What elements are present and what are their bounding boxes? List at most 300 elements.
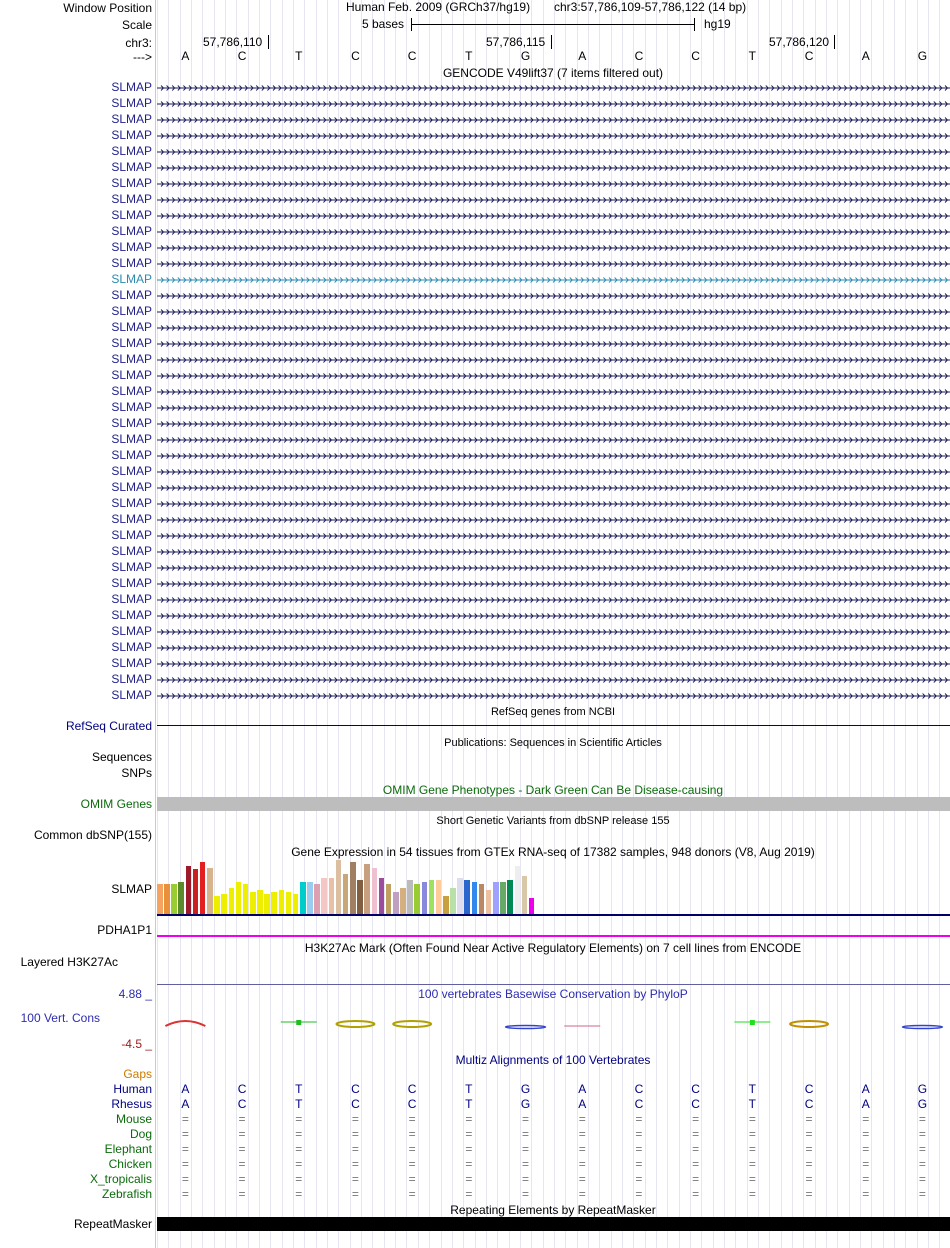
gtex-pdha1p1-label[interactable]: PDHA1P1 bbox=[97, 923, 152, 937]
multiz-double-line: = bbox=[351, 1127, 359, 1141]
multiz-human-base: C bbox=[351, 1082, 360, 1096]
gencode-gene-label[interactable]: SLMAP bbox=[111, 336, 152, 350]
multiz-double-line: = bbox=[295, 1172, 303, 1186]
gtex-tissue-bar[interactable] bbox=[400, 888, 406, 914]
multiz-double-line: = bbox=[578, 1127, 586, 1141]
gencode-transcript-line[interactable] bbox=[157, 420, 950, 428]
scale-bar bbox=[411, 24, 695, 25]
multiz-double-line: = bbox=[522, 1142, 530, 1156]
multiz-double-line: = bbox=[692, 1127, 700, 1141]
gencode-transcript-line[interactable] bbox=[157, 164, 950, 172]
gtex-tissue-bar[interactable] bbox=[200, 862, 206, 914]
multiz-double-line: = bbox=[635, 1142, 643, 1156]
gtex-tissue-bar[interactable] bbox=[286, 892, 292, 914]
gtex-tissue-bar[interactable] bbox=[178, 882, 184, 914]
multiz-double-line: = bbox=[408, 1127, 416, 1141]
multiz-species-label[interactable]: Chicken bbox=[108, 1157, 152, 1171]
multiz-double-line: = bbox=[578, 1112, 586, 1126]
multiz-double-line: = bbox=[805, 1157, 813, 1171]
gtex-tissue-bar[interactable] bbox=[314, 884, 320, 914]
multiz-double-line: = bbox=[635, 1112, 643, 1126]
gencode-transcript-line[interactable] bbox=[157, 388, 950, 396]
gtex-tissue-bar[interactable] bbox=[443, 896, 449, 914]
gencode-track-title[interactable]: GENCODE V49lift37 (7 items filtered out) bbox=[442, 66, 664, 80]
gencode-transcript-line[interactable] bbox=[157, 676, 950, 684]
coord-tick-2 bbox=[551, 35, 552, 49]
multiz-double-line: = bbox=[351, 1172, 359, 1186]
multiz-human-base: A bbox=[578, 1082, 587, 1096]
gencode-gene-label[interactable]: SLMAP bbox=[111, 464, 152, 478]
multiz-double-line: = bbox=[465, 1142, 473, 1156]
multiz-rhesus-base: T bbox=[465, 1097, 473, 1111]
omim-track-label[interactable]: OMIM Genes bbox=[80, 797, 152, 811]
gencode-gene-label[interactable]: SLMAP bbox=[111, 576, 152, 590]
refseq-track-label[interactable]: RefSeq Curated bbox=[65, 719, 152, 733]
repeatmasker-track-label[interactable]: RepeatMasker bbox=[73, 1217, 152, 1231]
db-name: hg19 bbox=[704, 17, 731, 31]
multiz-human-base: C bbox=[407, 1082, 417, 1096]
multiz-double-line: = bbox=[295, 1127, 303, 1141]
scale-label: Scale bbox=[121, 18, 152, 32]
gtex-tissue-bar[interactable] bbox=[464, 880, 470, 914]
gencode-gene-label[interactable]: SLMAP bbox=[111, 256, 152, 270]
cons-max-label: 4.88 _ bbox=[118, 987, 152, 1001]
multiz-double-line: = bbox=[295, 1157, 303, 1171]
refseq-gene-line[interactable] bbox=[157, 725, 950, 726]
multiz-rhesus-base: C bbox=[634, 1097, 644, 1111]
multiz-double-line: = bbox=[295, 1142, 303, 1156]
gencode-transcript-line[interactable] bbox=[157, 212, 950, 220]
gencode-transcript-line[interactable] bbox=[157, 596, 950, 604]
gtex-tissue-bar[interactable] bbox=[157, 884, 163, 914]
gencode-gene-label[interactable]: SLMAP bbox=[111, 688, 152, 702]
gencode-transcript-line[interactable] bbox=[157, 276, 950, 284]
multiz-double-line: = bbox=[238, 1127, 246, 1141]
sequence-base: C bbox=[634, 49, 644, 63]
publications-track-title[interactable]: Publications: Sequences in Scientific Articles bbox=[444, 737, 662, 749]
multiz-double-line: = bbox=[351, 1187, 359, 1201]
multiz-double-line: = bbox=[522, 1112, 530, 1126]
gencode-gene-label[interactable]: SLMAP bbox=[111, 672, 152, 686]
gencode-transcript-line[interactable] bbox=[157, 628, 950, 636]
gencode-transcript-line[interactable] bbox=[157, 580, 950, 588]
multiz-rhesus-base: C bbox=[237, 1097, 247, 1111]
cons-score-mark[interactable] bbox=[281, 1020, 317, 1025]
multiz-double-line: = bbox=[465, 1112, 473, 1126]
coord-tick-1 bbox=[268, 35, 269, 49]
gtex-tissue-bar[interactable] bbox=[429, 880, 435, 914]
multiz-double-line: = bbox=[578, 1172, 586, 1186]
gencode-transcript-line[interactable] bbox=[157, 308, 950, 316]
multiz-double-line: = bbox=[918, 1157, 926, 1171]
gencode-transcript-line[interactable] bbox=[157, 516, 950, 524]
gtex-tissue-bar[interactable] bbox=[407, 880, 413, 914]
cons-score-mark[interactable] bbox=[790, 1021, 828, 1027]
gencode-transcript-line[interactable] bbox=[157, 260, 950, 268]
coord-tick-3 bbox=[834, 35, 835, 49]
gtex-tissue-bar[interactable] bbox=[250, 892, 256, 914]
gencode-transcript-line[interactable] bbox=[157, 452, 950, 460]
gtex-tissue-bar[interactable] bbox=[164, 884, 170, 914]
gencode-gene-label[interactable]: SLMAP bbox=[111, 448, 152, 462]
multiz-double-line: = bbox=[692, 1187, 700, 1201]
gencode-gene-label[interactable]: SLMAP bbox=[111, 368, 152, 382]
multiz-rhesus-base: C bbox=[691, 1097, 700, 1111]
gencode-gene-label[interactable]: SLMAP bbox=[111, 496, 152, 510]
gtex-tissue-bar[interactable] bbox=[307, 882, 313, 914]
multiz-human-base: A bbox=[181, 1082, 190, 1096]
cons-score-mark[interactable] bbox=[165, 1021, 205, 1026]
gtex-tissue-bar[interactable] bbox=[350, 862, 356, 914]
gencode-transcript-line[interactable] bbox=[157, 548, 950, 556]
multiz-human-base: C bbox=[634, 1082, 644, 1096]
gencode-transcript-line[interactable] bbox=[157, 692, 950, 700]
multiz-double-line: = bbox=[295, 1187, 303, 1201]
multiz-double-line: = bbox=[351, 1157, 359, 1171]
gencode-gene-label[interactable]: SLMAP bbox=[111, 192, 152, 206]
multiz-double-line: = bbox=[522, 1172, 530, 1186]
coord-label-3: 57,786,120 bbox=[769, 35, 830, 49]
gtex-slmap-label[interactable]: SLMAP bbox=[111, 882, 152, 896]
gtex-tissue-bar[interactable] bbox=[393, 892, 399, 914]
sequence-base: G bbox=[520, 49, 531, 63]
gencode-gene-label[interactable]: SLMAP bbox=[111, 144, 152, 158]
multiz-double-line: = bbox=[635, 1172, 643, 1186]
sequence-base: C bbox=[237, 49, 247, 63]
multiz-double-line: = bbox=[465, 1157, 473, 1171]
gtex-tissue-bar[interactable] bbox=[186, 866, 192, 914]
gtex-tissue-bar[interactable] bbox=[207, 868, 213, 914]
multiz-human-base: T bbox=[465, 1082, 473, 1096]
sequence-base: T bbox=[295, 49, 303, 63]
gtex-slmap-gene-line bbox=[157, 914, 950, 916]
gencode-gene-label[interactable]: SLMAP bbox=[111, 608, 152, 622]
multiz-species-label[interactable]: Human bbox=[113, 1082, 152, 1096]
multiz-double-line: = bbox=[805, 1127, 813, 1141]
multiz-species-label[interactable]: X_tropicalis bbox=[89, 1172, 152, 1186]
sequence-base: T bbox=[748, 49, 757, 63]
gencode-transcript-line[interactable] bbox=[157, 500, 950, 508]
gtex-tissue-bar[interactable] bbox=[193, 869, 199, 914]
gencode-transcript-line[interactable] bbox=[157, 660, 950, 668]
gencode-gene-label[interactable]: SLMAP bbox=[111, 528, 152, 542]
cons-score-mark[interactable] bbox=[336, 1021, 374, 1027]
multiz-rhesus-base: C bbox=[351, 1097, 360, 1111]
omim-track-title[interactable]: OMIM Gene Phenotypes - Dark Green Can Be Disease-causing bbox=[382, 783, 724, 797]
cons-score-mark[interactable] bbox=[393, 1021, 431, 1027]
gencode-gene-label[interactable]: SLMAP bbox=[111, 288, 152, 302]
gencode-gene-label[interactable]: SLMAP bbox=[111, 128, 152, 142]
multiz-double-line: = bbox=[238, 1157, 246, 1171]
gencode-gene-label[interactable]: SLMAP bbox=[111, 224, 152, 238]
multiz-human-base: A bbox=[861, 1082, 870, 1096]
multiz-double-line: = bbox=[635, 1187, 643, 1201]
h3k27ac-baseline bbox=[157, 984, 950, 985]
gtex-tissue-bar[interactable] bbox=[321, 878, 327, 914]
gencode-transcript-line[interactable] bbox=[157, 180, 950, 188]
gtex-tissue-bar[interactable] bbox=[479, 884, 485, 914]
multiz-double-line: = bbox=[805, 1142, 813, 1156]
multiz-human-base: G bbox=[520, 1082, 531, 1096]
multiz-human-base: C bbox=[804, 1082, 814, 1096]
dbsnp-track-label[interactable]: Common dbSNP(155) bbox=[33, 828, 152, 842]
gtex-tissue-bar[interactable] bbox=[529, 898, 535, 914]
gencode-gene-label[interactable]: SLMAP bbox=[111, 560, 152, 574]
sequence-base: A bbox=[578, 49, 587, 63]
gencode-gene-label[interactable]: SLMAP bbox=[111, 416, 152, 430]
gtex-tissue-bar[interactable] bbox=[486, 890, 492, 914]
multiz-human-base: T bbox=[295, 1082, 303, 1096]
gtex-tissue-bar[interactable] bbox=[364, 864, 370, 914]
gencode-gene-label[interactable]: SLMAP bbox=[111, 512, 152, 526]
gencode-transcript-line[interactable] bbox=[157, 292, 950, 300]
gencode-gene-label[interactable]: SLMAP bbox=[111, 320, 152, 334]
multiz-double-line: = bbox=[181, 1127, 189, 1141]
gtex-tissue-bar[interactable] bbox=[214, 896, 220, 914]
gencode-transcript-line[interactable] bbox=[157, 532, 950, 540]
multiz-double-line: = bbox=[918, 1112, 926, 1126]
gtex-tissue-bar[interactable] bbox=[450, 888, 456, 914]
gencode-transcript-line[interactable] bbox=[157, 612, 950, 620]
gtex-tissue-bar[interactable] bbox=[271, 892, 277, 914]
multiz-gaps-label: Gaps bbox=[123, 1067, 152, 1081]
gencode-gene-label[interactable]: SLMAP bbox=[111, 176, 152, 190]
multiz-double-line: = bbox=[578, 1157, 586, 1171]
multiz-rhesus-base: T bbox=[295, 1097, 303, 1111]
multiz-human-base: G bbox=[917, 1082, 928, 1096]
gencode-gene-label[interactable]: SLMAP bbox=[111, 432, 152, 446]
gencode-gene-label[interactable]: SLMAP bbox=[111, 640, 152, 654]
gtex-tissue-bar[interactable] bbox=[293, 894, 299, 914]
gtex-tissue-bar[interactable] bbox=[422, 882, 428, 914]
gencode-transcript-line[interactable] bbox=[157, 228, 950, 236]
multiz-double-line: = bbox=[408, 1142, 416, 1156]
multiz-double-line: = bbox=[522, 1157, 530, 1171]
gtex-tissue-bar[interactable] bbox=[257, 890, 263, 914]
gencode-transcript-line[interactable] bbox=[157, 148, 950, 156]
multiz-human-base: T bbox=[748, 1082, 757, 1096]
gtex-tissue-bar[interactable] bbox=[264, 894, 270, 914]
gencode-gene-label[interactable]: SLMAP bbox=[111, 544, 152, 558]
coord-label-1: 57,786,110 bbox=[203, 35, 263, 49]
multiz-track-title[interactable]: Multiz Alignments of 100 Vertebrates bbox=[455, 1053, 651, 1067]
multiz-double-line: = bbox=[181, 1157, 189, 1171]
multiz-double-line: = bbox=[635, 1127, 643, 1141]
multiz-double-line: = bbox=[748, 1172, 756, 1186]
gtex-tissue-bar[interactable] bbox=[493, 882, 499, 914]
gtex-tissue-bar[interactable] bbox=[372, 868, 378, 914]
gtex-tissue-bar[interactable] bbox=[522, 876, 528, 914]
gencode-gene-label[interactable]: SLMAP bbox=[111, 352, 152, 366]
multiz-species-label[interactable]: Rhesus bbox=[111, 1097, 152, 1111]
gencode-transcript-line[interactable] bbox=[157, 644, 950, 652]
multiz-double-line: = bbox=[238, 1187, 246, 1201]
multiz-rhesus-base: T bbox=[748, 1097, 757, 1111]
multiz-double-line: = bbox=[238, 1142, 246, 1156]
multiz-double-line: = bbox=[748, 1187, 756, 1201]
multiz-double-line: = bbox=[692, 1157, 700, 1171]
coord-label-2: 57,786,115 bbox=[486, 35, 546, 49]
gencode-gene-label[interactable]: SLMAP bbox=[111, 304, 152, 318]
position-readout: chr3:57,786,109-57,786,122 (14 bp) bbox=[554, 0, 747, 14]
multiz-double-line: = bbox=[748, 1157, 756, 1171]
gencode-transcript-line[interactable] bbox=[157, 324, 950, 332]
gencode-gene-label[interactable]: SLMAP bbox=[111, 240, 152, 254]
gtex-tissue-bar[interactable] bbox=[500, 882, 506, 914]
gencode-transcript-line[interactable] bbox=[157, 484, 950, 492]
gtex-tissue-bar[interactable] bbox=[171, 884, 177, 914]
gencode-transcript-line[interactable] bbox=[157, 372, 950, 380]
multiz-rhesus-base: G bbox=[917, 1097, 928, 1111]
gtex-tissue-bar[interactable] bbox=[221, 894, 227, 914]
multiz-double-line: = bbox=[862, 1142, 870, 1156]
multiz-double-line: = bbox=[408, 1157, 416, 1171]
multiz-double-line: = bbox=[408, 1112, 416, 1126]
sequence-base: C bbox=[691, 49, 700, 63]
multiz-double-line: = bbox=[522, 1187, 530, 1201]
gencode-gene-label[interactable]: SLMAP bbox=[111, 384, 152, 398]
multiz-double-line: = bbox=[465, 1187, 473, 1201]
multiz-double-line: = bbox=[408, 1187, 416, 1201]
multiz-double-line: = bbox=[692, 1112, 700, 1126]
cons-score-mark[interactable] bbox=[902, 1026, 942, 1029]
gtex-tissue-bar[interactable] bbox=[329, 878, 335, 914]
cons-plot[interactable] bbox=[0, 1012, 950, 1036]
multiz-double-line: = bbox=[351, 1112, 359, 1126]
gtex-tissue-bar[interactable] bbox=[343, 874, 349, 914]
gencode-gene-label[interactable]: SLMAP bbox=[111, 480, 152, 494]
publications-sequences-label[interactable]: Sequences bbox=[91, 750, 152, 764]
gencode-transcript-line[interactable] bbox=[157, 404, 950, 412]
multiz-double-line: = bbox=[862, 1187, 870, 1201]
multiz-double-line: = bbox=[465, 1172, 473, 1186]
cons-score-mark[interactable] bbox=[506, 1026, 546, 1029]
gencode-gene-label[interactable]: SLMAP bbox=[111, 592, 152, 606]
gencode-gene-label[interactable]: SLMAP bbox=[111, 96, 152, 110]
gtex-track-title[interactable]: Gene Expression in 54 tissues from GTEx RNA-seq of 17382 samples, 948 donors (V8, Aug 2019) bbox=[291, 845, 815, 859]
repeatmasker-track-title[interactable]: Repeating Elements by RepeatMasker bbox=[450, 1203, 656, 1217]
scale-text: 5 bases bbox=[362, 17, 405, 31]
gencode-gene-label[interactable]: SLMAP bbox=[111, 160, 152, 174]
multiz-rhesus-base: A bbox=[181, 1097, 190, 1111]
cons-score-mark[interactable] bbox=[734, 1020, 770, 1025]
multiz-species-label[interactable]: Zebrafish bbox=[101, 1187, 152, 1201]
multiz-double-line: = bbox=[862, 1157, 870, 1171]
sequence-base: T bbox=[465, 49, 473, 63]
gtex-tissue-bar[interactable] bbox=[357, 880, 363, 914]
multiz-double-line: = bbox=[635, 1157, 643, 1171]
omim-gene-bar[interactable] bbox=[157, 797, 950, 811]
gencode-gene-label[interactable]: SLMAP bbox=[111, 400, 152, 414]
sequence-base: C bbox=[804, 49, 814, 63]
gtex-tissue-bar[interactable] bbox=[279, 890, 285, 914]
gtex-tissue-bar[interactable] bbox=[386, 884, 392, 914]
multiz-species-label[interactable]: Mouse bbox=[115, 1112, 152, 1126]
multiz-double-line: = bbox=[748, 1142, 756, 1156]
gtex-tissue-bar[interactable] bbox=[414, 884, 420, 914]
gtex-tissue-bar[interactable] bbox=[336, 860, 342, 914]
multiz-species-label[interactable]: Elephant bbox=[104, 1142, 152, 1156]
window-position-label: Window Position bbox=[63, 1, 152, 15]
multiz-double-line: = bbox=[181, 1172, 189, 1186]
scale-bar-right-tick bbox=[694, 18, 695, 31]
multiz-rhesus-base: C bbox=[804, 1097, 814, 1111]
multiz-species-label[interactable]: Dog bbox=[129, 1127, 152, 1141]
h3k27ac-track-label[interactable]: Layered H3K27Ac bbox=[20, 955, 118, 969]
multiz-double-line: = bbox=[748, 1127, 756, 1141]
multiz-double-line: = bbox=[351, 1142, 359, 1156]
sequence-base: C bbox=[407, 49, 417, 63]
multiz-double-line: = bbox=[692, 1142, 700, 1156]
gtex-pdha1p1-gene-line[interactable] bbox=[157, 935, 950, 937]
cons-min-label: -4.5 _ bbox=[121, 1037, 152, 1051]
refseq-track-title[interactable]: RefSeq genes from NCBI bbox=[490, 706, 616, 718]
gencode-gene-label[interactable]: SLMAP bbox=[111, 272, 152, 286]
gtex-tissue-bar[interactable] bbox=[436, 880, 442, 914]
chrom-label: chr3: bbox=[125, 36, 152, 50]
sequence-base: C bbox=[351, 49, 360, 63]
multiz-double-line: = bbox=[918, 1172, 926, 1186]
gencode-gene-label[interactable]: SLMAP bbox=[111, 80, 152, 94]
gtex-tissue-bar[interactable] bbox=[515, 866, 521, 914]
multiz-rhesus-base: A bbox=[578, 1097, 587, 1111]
gtex-tissue-bar[interactable] bbox=[300, 882, 306, 914]
gencode-transcript-line[interactable] bbox=[157, 244, 950, 252]
gencode-transcript-line[interactable] bbox=[157, 468, 950, 476]
gtex-tissue-bar[interactable] bbox=[236, 882, 242, 914]
h3k27ac-track-title[interactable]: H3K27Ac Mark (Often Found Near Active Regulatory Elements) on 7 cell lines from ENCODE bbox=[304, 941, 802, 955]
gencode-transcript-line[interactable] bbox=[157, 116, 950, 124]
dbsnp-track-title[interactable]: Short Genetic Variants from dbSNP release 155 bbox=[436, 815, 670, 827]
repeatmasker-element-bar[interactable] bbox=[157, 1217, 950, 1231]
gtex-tissue-bar[interactable] bbox=[457, 878, 463, 914]
gtex-tissue-bar[interactable] bbox=[229, 888, 235, 914]
multiz-double-line: = bbox=[578, 1142, 586, 1156]
multiz-double-line: = bbox=[238, 1112, 246, 1126]
gencode-transcript-line[interactable] bbox=[157, 436, 950, 444]
gencode-transcript-line[interactable] bbox=[157, 132, 950, 140]
scale-bar-left-tick bbox=[411, 18, 412, 31]
gencode-transcript-line[interactable] bbox=[157, 564, 950, 572]
sequence-base: A bbox=[181, 49, 190, 63]
gencode-gene-label[interactable]: SLMAP bbox=[111, 112, 152, 126]
gtex-tissue-bar[interactable] bbox=[472, 882, 478, 914]
publications-snps-label[interactable]: SNPs bbox=[121, 766, 152, 780]
gencode-transcript-line[interactable] bbox=[157, 84, 950, 92]
gencode-gene-label[interactable]: SLMAP bbox=[111, 208, 152, 222]
multiz-double-line: = bbox=[238, 1172, 246, 1186]
gtex-tissue-bar[interactable] bbox=[379, 878, 385, 914]
gencode-transcript-line[interactable] bbox=[157, 356, 950, 364]
gencode-transcript-line[interactable] bbox=[157, 340, 950, 348]
gtex-tissue-bar[interactable] bbox=[243, 884, 249, 914]
multiz-double-line: = bbox=[181, 1187, 189, 1201]
gencode-gene-label[interactable]: SLMAP bbox=[111, 624, 152, 638]
multiz-double-line: = bbox=[181, 1112, 189, 1126]
gencode-transcript-line[interactable] bbox=[157, 100, 950, 108]
gencode-transcript-line[interactable] bbox=[157, 196, 950, 204]
multiz-double-line: = bbox=[862, 1172, 870, 1186]
assembly-title: Human Feb. 2009 (GRCh37/hg19) bbox=[346, 0, 531, 14]
gtex-tissue-bar[interactable] bbox=[507, 880, 513, 914]
gencode-gene-label[interactable]: SLMAP bbox=[111, 656, 152, 670]
multiz-double-line: = bbox=[862, 1112, 870, 1126]
multiz-double-line: = bbox=[692, 1172, 700, 1186]
multiz-double-line: = bbox=[805, 1172, 813, 1186]
multiz-double-line: = bbox=[408, 1172, 416, 1186]
cons-track-label[interactable]: 100 Vert. Cons bbox=[20, 1011, 100, 1025]
cons-track-title[interactable]: 100 vertebrates Basewise Conservation by PhyloP bbox=[418, 987, 688, 1001]
